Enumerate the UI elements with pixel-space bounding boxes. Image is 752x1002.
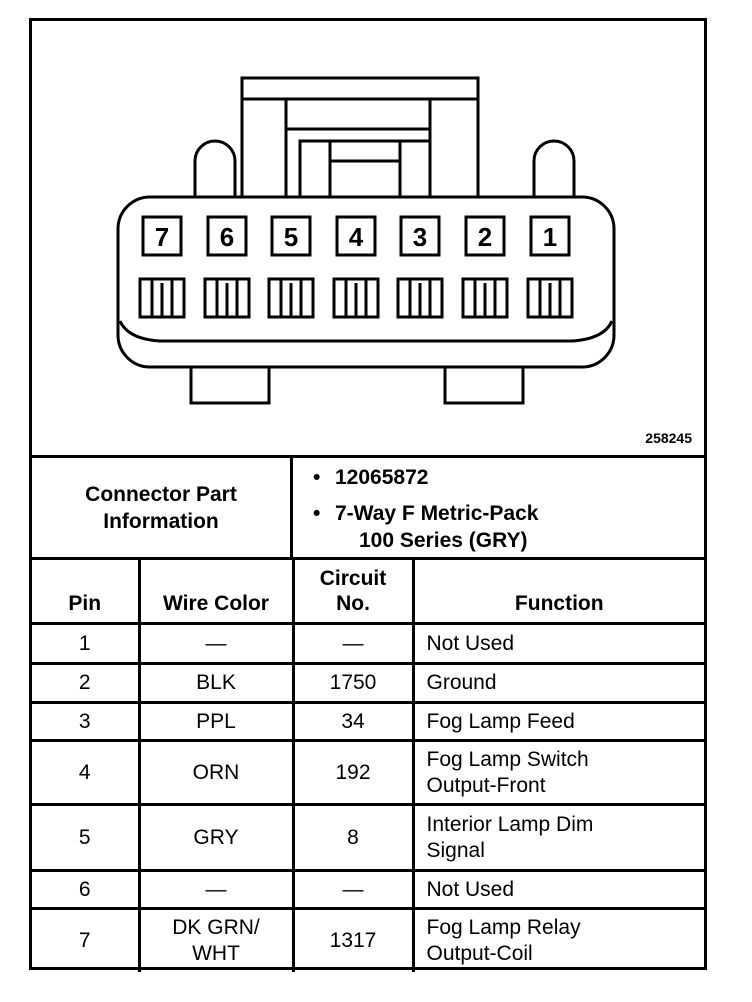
part-number: • 12065872 — [335, 464, 428, 491]
cell-wire: PPL — [139, 703, 293, 741]
cell-circuit: — — [293, 871, 413, 909]
cell-pin: 3 — [32, 703, 139, 741]
part-series: 100 Series (GRY) — [359, 529, 528, 552]
cell-circuit: 1317 — [293, 909, 413, 972]
cell-function-line2: Output-Front — [426, 773, 546, 797]
cell-wire: GRY — [139, 805, 293, 871]
table-row — [32, 909, 704, 972]
connector-part-label-text: Connector Part Information — [85, 482, 237, 533]
cell-circuit: 192 — [293, 741, 413, 805]
cell-circuit: 34 — [293, 703, 413, 741]
pin-label-5: 5 — [283, 222, 299, 252]
cell-wire-line1: DK GRN/ — [172, 915, 260, 939]
cell-function: Ground — [413, 664, 704, 703]
cell-pin: 5 — [32, 805, 139, 871]
connector-drawing — [32, 21, 704, 455]
cell-pin: 2 — [32, 664, 139, 703]
table-row — [32, 741, 704, 805]
diagram-frame — [29, 18, 707, 970]
pin-table — [32, 557, 704, 972]
cell-function — [413, 805, 704, 871]
connector-part-info — [32, 455, 704, 557]
terminal-cavities — [140, 279, 572, 317]
cell-function-line1: Fog Lamp Switch — [426, 747, 589, 771]
figure-id: 258245 — [645, 430, 692, 446]
cell-function-line2: Signal — [426, 838, 485, 862]
pin-label-6: 6 — [219, 222, 235, 252]
header-circuit-line1: Circuit — [319, 567, 387, 590]
table-row — [32, 805, 704, 871]
connector-part-label — [32, 458, 293, 557]
cell-pin: 6 — [32, 871, 139, 909]
cell-pin: 4 — [32, 741, 139, 805]
pin-label-3: 3 — [412, 222, 428, 252]
pin-label-1: 1 — [542, 222, 558, 252]
table-row — [32, 871, 704, 909]
cell-function — [413, 909, 704, 972]
cell-wire: — — [139, 624, 293, 664]
cell-pin: 7 — [32, 909, 139, 972]
part-description: • 7-Way F Metric-Pack — [335, 500, 538, 527]
cell-pin: 1 — [32, 624, 139, 664]
cell-function-line1: Interior Lamp Dim — [426, 812, 594, 836]
table-row — [32, 664, 704, 703]
header-circuit — [293, 559, 413, 624]
cell-function: Not Used — [413, 624, 704, 664]
connector-diagram — [32, 21, 704, 455]
cell-circuit: — — [293, 624, 413, 664]
cell-function-line1: Fog Lamp Relay — [426, 915, 581, 939]
cell-circuit: 1750 — [293, 664, 413, 703]
cell-wire: ORN — [139, 741, 293, 805]
header-circuit-line2: No. — [336, 592, 370, 615]
cell-wire — [139, 909, 293, 972]
cell-wire: BLK — [139, 664, 293, 703]
pin-label-2: 2 — [477, 222, 493, 252]
table-row — [32, 703, 704, 741]
cell-wire-line2: WHT — [192, 941, 240, 965]
pin-label-7: 7 — [154, 222, 170, 252]
pin-table-header — [32, 559, 704, 624]
cell-function: Not Used — [413, 871, 704, 909]
table-row — [32, 624, 704, 664]
cell-function: Fog Lamp Feed — [413, 703, 704, 741]
cell-circuit: 8 — [293, 805, 413, 871]
cell-wire: — — [139, 871, 293, 909]
header-pin: Pin — [32, 559, 139, 624]
connector-part-details — [293, 458, 704, 557]
cell-function — [413, 741, 704, 805]
pin-label-4: 4 — [348, 222, 364, 252]
cell-function-line2: Output-Coil — [426, 941, 533, 965]
header-function: Function — [413, 559, 704, 624]
header-wire-color: Wire Color — [139, 559, 293, 624]
